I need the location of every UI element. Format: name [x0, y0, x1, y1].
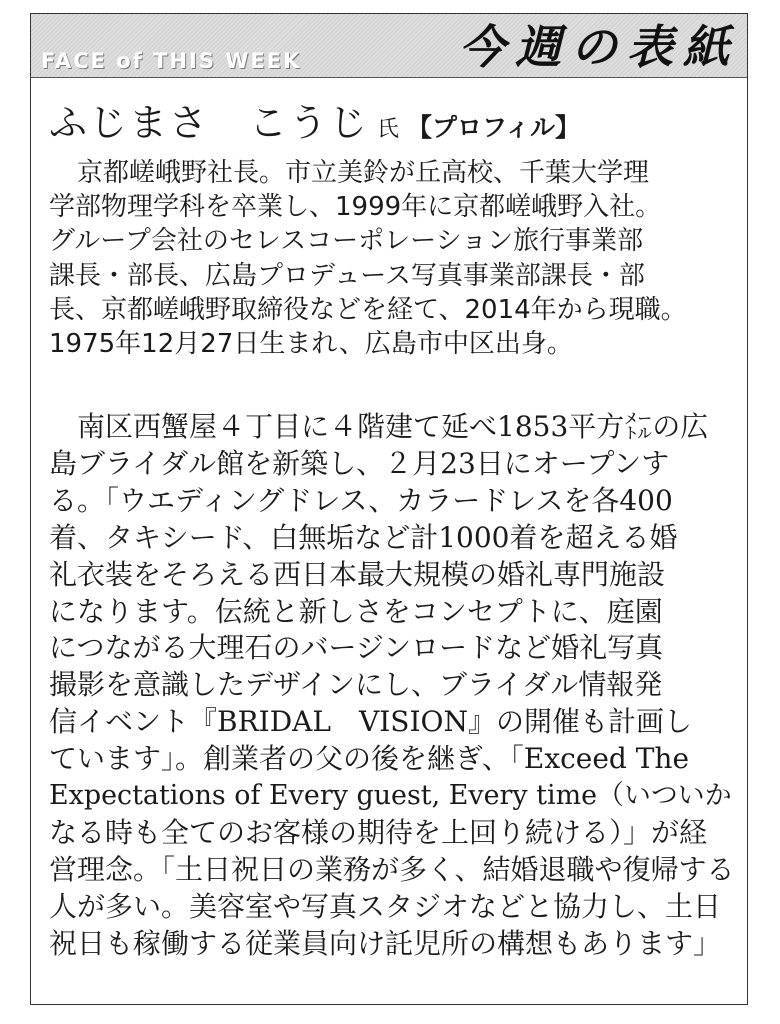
person-name: ふじまさ こうじ — [49, 101, 370, 145]
paragraph-line: 長、京都嵯峨野取締役などを経て、2014年から現職。 — [49, 294, 687, 325]
paragraph-line: 礼衣装をそろえる西日本最大規模の婚礼専門施設 — [49, 557, 666, 591]
paragraph-line: につながる大理石のバージンロードなど婚礼写真 — [49, 631, 664, 665]
article-box — [30, 13, 748, 1005]
paragraph-line: グループ会社のセレスコーポレーション旅行事業部 — [49, 226, 644, 257]
paragraph-line: 人が多い。美容室や写真スタジオなどと協力し、土日 — [49, 889, 722, 923]
profile-heading — [49, 92, 580, 152]
paragraph-line: 撮影を意識したデザインにし、ブライダル情報発 — [49, 668, 663, 702]
paragraph-line: 島ブライダル館を新築し、２月23日にオープンす — [49, 446, 670, 480]
paragraph-line: なる時も全てのお客様の期待を上回り続ける）」が経 — [49, 815, 708, 849]
profile-label: 【プロフィル】 — [407, 113, 581, 142]
paragraph-line: 課長・部長、広島プロデュース写真事業部課長・部 — [49, 260, 645, 291]
paragraph-line: 学部物理学科を卒業し、1999年に京都嵯峨野入社。 — [49, 192, 662, 223]
header-band — [31, 14, 747, 78]
profile-paragraph — [49, 156, 739, 361]
interview-paragraph — [49, 409, 739, 963]
paragraph-line: になります。伝統と新しさをコンセプトに、庭園 — [49, 594, 663, 628]
header-english-title: FACE of THIS WEEK — [41, 49, 302, 73]
paragraph-line: 1975年12月27日生まれ、広島市中区出身。 — [49, 329, 573, 360]
paragraph-line: 着、タキシード、白無垢など計1000着を超える婚 — [49, 520, 678, 554]
paragraph-line: る。「ウエディングドレス、カラードレスを各400 — [49, 483, 673, 517]
paragraph-line: ています」。創業者の父の後を継ぎ、「Exceed The — [49, 742, 690, 776]
paragraph-line: 信イベント『BRIDAL VISION』の開催も計画し — [49, 705, 692, 739]
paragraph-line: 営理念。「土日祝日の業務が多く、結婚退職や復帰する — [49, 852, 735, 886]
paragraph-line: 京都嵯峨野社長。市立美鈴が丘高校、千葉大学理 — [77, 158, 650, 188]
paragraph-line: 祝日も稼働する従業員向け託児所の構想もあります」 — [49, 926, 722, 960]
paragraph-line: Expectations of Every guest, Every time（いついか — [49, 780, 732, 812]
header-japanese-title: 今週の表紙 — [459, 20, 739, 74]
paragraph-line: 南区西蟹屋４丁目に４階建て延べ1853平方㍍の広 — [77, 410, 709, 443]
honorific: 氏 — [377, 117, 400, 142]
